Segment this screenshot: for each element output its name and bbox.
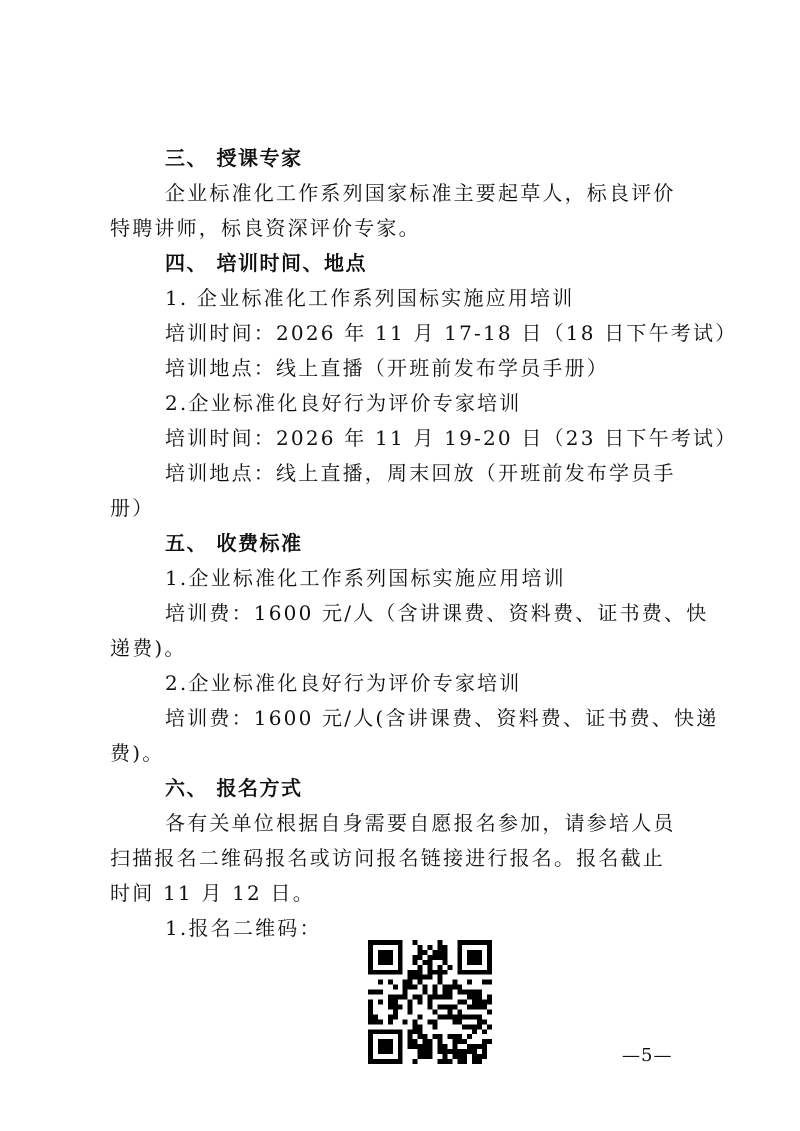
section5-item1-title: 1.企业标准化工作系列国标实施应用培训 <box>165 566 566 590</box>
qr-code-icon[interactable] <box>368 940 492 1064</box>
section5-item2-fee-line1: 培训费：1600 元/人(含讲课费、资料费、证书费、快递 <box>165 706 719 730</box>
section4-item1-place: 培训地点：线上直播（开班前发布学员手册） <box>165 356 609 380</box>
section3-paragraph-line2: 特聘讲师，标良资深评价专家。 <box>110 216 421 240</box>
section5-heading: 五、 收费标准 <box>165 531 303 555</box>
section4-item1-title: 1. 企业标准化工作系列国标实施应用培训 <box>165 286 575 310</box>
section6-paragraph-line3: 时间 11 月 12 日。 <box>110 881 315 905</box>
section4-heading: 四、 培训时间、地点 <box>165 251 367 275</box>
section6-paragraph-line1: 各有关单位根据自身需要自愿报名参加，请参培人员 <box>165 811 676 835</box>
section3-heading: 三、 授课专家 <box>165 146 303 170</box>
section4-item2-place-line2: 册） <box>110 496 155 520</box>
section4-item2-title: 2.企业标准化良好行为评价专家培训 <box>165 391 522 415</box>
registration-qr-label: 1.报名二维码： <box>165 916 322 940</box>
section6-heading: 六、 报名方式 <box>165 776 303 800</box>
section5-item2-title: 2.企业标准化良好行为评价专家培训 <box>165 671 522 695</box>
page-number: —5— <box>622 1045 673 1066</box>
section4-item2-place-line1: 培训地点：线上直播，周末回放（开班前发布学员手 <box>165 461 676 485</box>
section6-paragraph-line2: 扫描报名二维码报名或访问报名链接进行报名。报名截止 <box>110 846 665 870</box>
section3-paragraph-line1: 企业标准化工作系列国家标准主要起草人，标良评价 <box>165 181 676 205</box>
section5-item1-fee-line1: 培训费：1600 元/人（含讲课费、资料费、证书费、快 <box>165 601 709 625</box>
section5-item2-fee-line2: 费)。 <box>110 741 165 765</box>
section5-item1-fee-line2: 递费)。 <box>110 636 187 660</box>
section4-item1-time: 培训时间：2026 年 11 月 17-18 日（18 日下午考试） <box>165 321 738 345</box>
section4-item2-time: 培训时间：2026 年 11 月 19-20 日（23 日下午考试） <box>165 426 738 450</box>
